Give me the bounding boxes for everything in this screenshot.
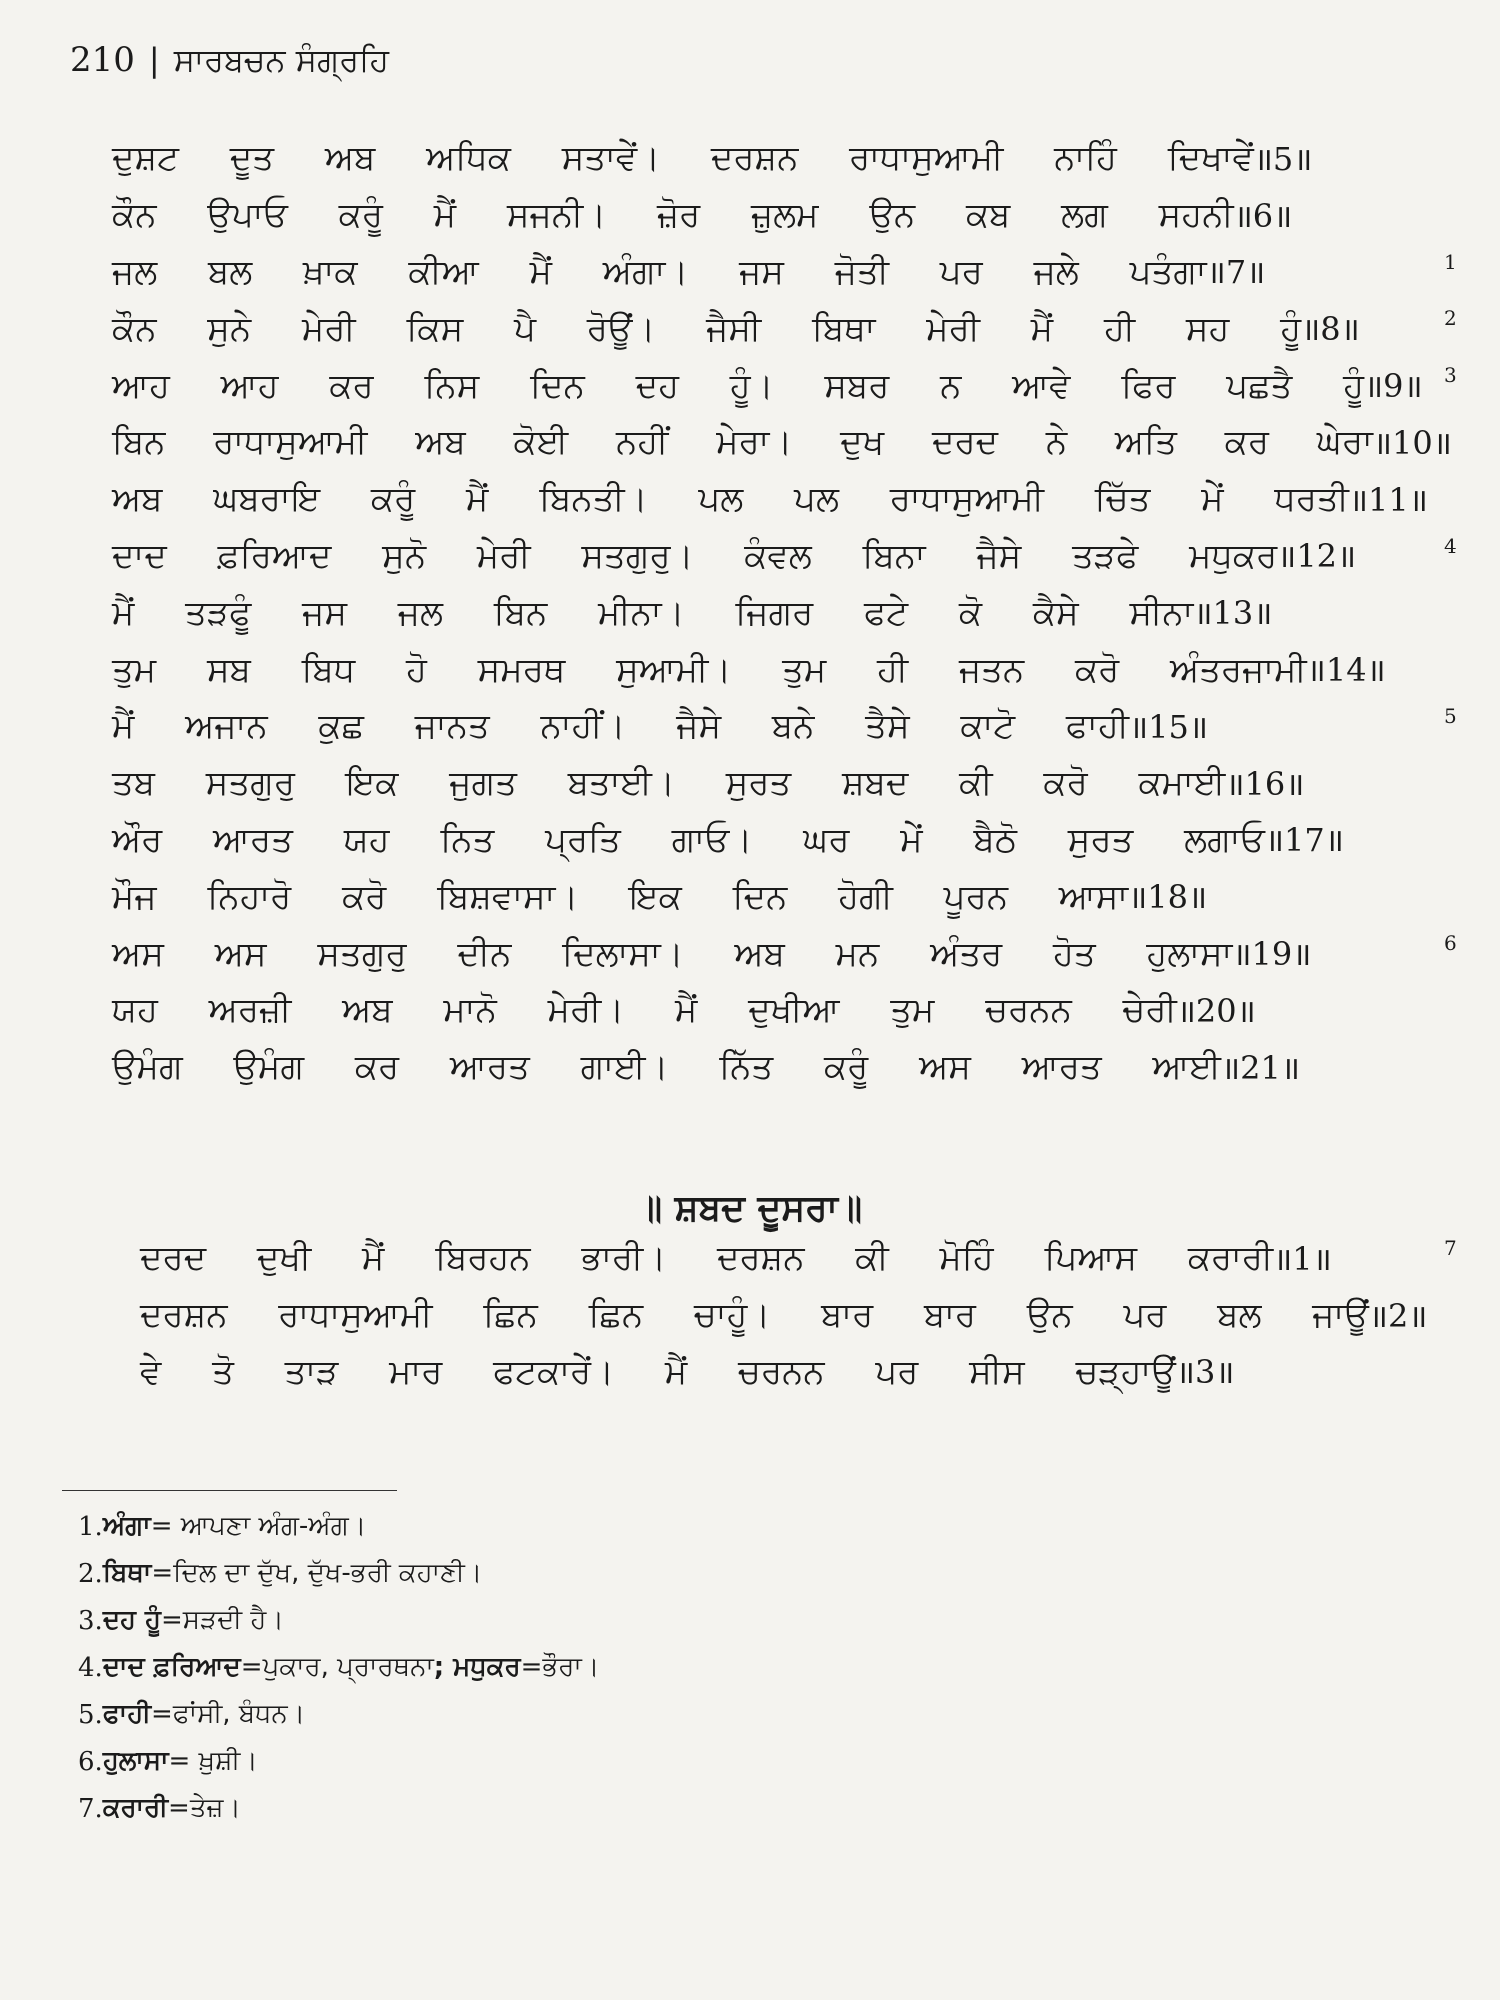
verse-text: ਜਲ ਬਲ ਖ਼ਾਕ ਕੀਆ ਮੈਂ ਅੰਗਾ। ਜਸ ਜੋਤੀ ਪਰ ਜਲੇ ਪਤੰਗਾ (112, 251, 1207, 292)
verse-text: ਅਸ ਅਸ ਸਤਗੁਰੁ ਦੀਨ ਦਿਲਾਸਾ। ਅਬ ਮਨ ਅੰਤਰ ਹੋਤ ਹੁਲਾਸਾ (112, 933, 1233, 974)
footnote (78, 1644, 978, 1691)
verse-text: ਵੇ ਤੋ ਤਾੜ ਮਾਰ ਫਟਕਾਰੇਂ। ਮੈਂ ਚਰਨਨ ਪਰ ਸੀਸ ਚੜ੍ਹਾਊਂ (140, 1351, 1176, 1392)
verse-number: ॥1॥ (1273, 1239, 1332, 1278)
footnote-number: 7. (78, 1793, 103, 1824)
footnote-ref: 1 (1444, 249, 1457, 274)
verse-number: ॥13॥ (1193, 594, 1273, 633)
page-number: 210 (70, 40, 135, 80)
verse-text: ਤਬ ਸਤਗੁਰੁ ਇਕ ਜੁਗਤ ਬਤਾਈ। ਸੁਰਤ ਸ਼ਬਦ ਕੀ ਕਰੋ ਕਮਾਈ (112, 763, 1226, 804)
verse-line (112, 1039, 1452, 1096)
verse-number: ॥5॥ (1253, 139, 1313, 178)
verse-text: ਮੌਜ ਨਿਹਾਰੋ ਕਰੋ ਬਿਸ਼ਵਾਸਾ। ਇਕ ਦਿਨ ਹੋਗੀ ਪੂਰਨ ਆਸਾ (112, 876, 1129, 917)
verse-block-1 (112, 130, 1457, 1096)
verse-number: ॥9॥ (1363, 367, 1423, 406)
footnote-term: ; ਮਧੁਕਰ (433, 1652, 521, 1682)
footnote-term: ਹੁਲਾਸਾ (102, 1746, 169, 1776)
verse-text: ਉਮੰਗ ਉਮੰਗ ਕਰ ਆਰਤ ਗਾਈ। ਨਿੱਤ ਕਰੂੰ ਅਸ ਆਰਤ ਆਈ (112, 1047, 1221, 1088)
footnote-term: ਦਾਦ ਫ਼ਰਿਆਦ (102, 1652, 241, 1682)
footnote-definition: =ਸੜਦੀ ਹੈ। (161, 1605, 284, 1635)
verse-line (112, 982, 1452, 1039)
verse-text: ਦੁਸ਼ਟ ਦੂਤ ਅਬ ਅਧਿਕ ਸਤਾਵੇਂ। ਦਰਸ਼ਨ ਰਾਧਾਸੁਆਮੀ ਨਾਹਿੰ ਦਿਖਾਵੇਂ (112, 138, 1254, 179)
verse-number: ॥18॥ (1128, 878, 1208, 917)
verse-line (112, 414, 1452, 471)
verse-number: ॥8॥ (1301, 310, 1360, 349)
footnote-divider (62, 1490, 397, 1491)
verse-number: ॥11॥ (1348, 480, 1428, 519)
header-separator: | (148, 41, 160, 79)
verse-number: ॥6॥ (1233, 196, 1293, 235)
verse-text: ਯਹ ਅਰਜ਼ੀ ਅਬ ਮਾਨੋ ਮੇਰੀ। ਮੈਂ ਦੁਖੀਆ ਤੁਮ ਚਰਨਨ ਚੇਰੀ (112, 990, 1177, 1031)
verse-line (112, 584, 1452, 641)
verse-text: ਆਹ ਆਹ ਕਰ ਨਿਸ ਦਿਨ ਦਹ ਹੂੰ। ਸਬਰ ਨ ਆਵੇ ਫਿਰ ਪਛਤੈ ਹੂੰ (112, 365, 1364, 406)
verse-line (112, 641, 1452, 698)
footnote-definition: =ਫਾਂਸੀ, ਬੰਧਨ। (151, 1699, 306, 1729)
footnote-ref: 4 (1444, 533, 1457, 558)
footnote-ref: 5 (1444, 703, 1457, 728)
verse-number: ॥2॥ (1368, 1296, 1428, 1335)
verse-line (112, 130, 1452, 187)
verse-text: ਦਰਦ ਦੁਖੀ ਮੈਂ ਬਿਰਹਨ ਭਾਰੀ। ਦਰਸ਼ਨ ਕੀ ਮੋਹਿੰ ਪਿਆਸ ਕਰਾਰੀ (140, 1238, 1274, 1279)
verse-text: ਅਬ ਘਬਰਾਇ ਕਰੂੰ ਮੈਂ ਬਿਨਤੀ। ਪਲ ਪਲ ਰਾਧਾਸੁਆਮੀ ਚਿੱਤ ਮੇਂ ਧਰਤੀ (112, 479, 1349, 520)
section-heading: ॥ ਸ਼ਬਦ ਦੂਸਰਾ॥ (637, 1188, 863, 1229)
page-header (70, 40, 389, 80)
verse-line (112, 812, 1452, 869)
footnote (78, 1550, 978, 1597)
verse-line (112, 187, 1452, 244)
verse-text: ਔਰ ਆਰਤ ਯਹ ਨਿਤ ਪ੍ਰਤਿ ਗਾਓ। ਘਰ ਮੇਂ ਬੈਠੋ ਸੁਰਤ ਲਗਾਓ (112, 819, 1265, 860)
verse-line (112, 755, 1452, 812)
verse-text: ਕੌਨ ਸੁਨੇ ਮੇਰੀ ਕਿਸ ਪੈ ਰੋਊਂ। ਜੈਸੀ ਬਿਥਾ ਮੇਰੀ ਮੈਂ ਹੀ ਸਹ ਹੂੰ (112, 308, 1302, 349)
verse-line (112, 868, 1452, 925)
verse-text: ਬਿਨ ਰਾਧਾਸੁਆਮੀ ਅਬ ਕੋਈ ਨਹੀਂ ਮੇਰਾ। ਦੁਖ ਦਰਦ ਨੇ ਅਤਿ ਕਰ ਘੇਰਾ (112, 422, 1373, 463)
footnote-definition: = ਖ਼ੁਸ਼ੀ। (168, 1746, 258, 1776)
verse-line (112, 471, 1452, 528)
book-title: ਸਾਰਬਚਨ ਸੰਗ੍ਰਹਿ (173, 41, 390, 79)
footnote-definition: =ਤੇਜ਼। (168, 1793, 241, 1823)
footnote-ref: 7 (1444, 1236, 1457, 1260)
verse-number: ॥16॥ (1225, 764, 1305, 803)
footnote (78, 1691, 978, 1738)
verse-number: ॥21॥ (1220, 1048, 1301, 1087)
verse-line (112, 357, 1457, 414)
verse-block-2 (140, 1230, 1457, 1400)
verse-number: ॥20॥ (1176, 991, 1256, 1030)
footnote-number: 4. (78, 1652, 103, 1683)
footnote-term: ਬਿਥਾ (102, 1558, 152, 1588)
footnote-definition: =ਦਿਲ ਦਾ ਦੁੱਖ, ਦੁੱਖ-ਭਰੀ ਕਹਾਣੀ। (151, 1558, 483, 1588)
footnote-term: ਅੰਗਾ (102, 1511, 151, 1541)
verse-number: ॥7॥ (1206, 253, 1266, 292)
verse-line (140, 1344, 1450, 1401)
verse-number: ॥3॥ (1175, 1353, 1235, 1392)
footnote-term: ਦਹ ਹੂੰ (102, 1605, 162, 1635)
footnote-definition: =ਪੁਕਾਰ, ਪ੍ਰਾਰਥਨਾ (240, 1652, 434, 1682)
footnote-number: 2. (78, 1558, 103, 1589)
footnote (78, 1738, 978, 1785)
footnote-number: 3. (78, 1605, 103, 1636)
verse-line (140, 1230, 1457, 1287)
footnote-ref: 3 (1444, 363, 1457, 388)
footnotes (78, 1503, 978, 1832)
verse-line (112, 300, 1457, 357)
verse-line (112, 925, 1457, 982)
verse-text: ਮੈਂ ਤੜਫੂੰ ਜਸ ਜਲ ਬਿਨ ਮੀਨਾ। ਜਿਗਰ ਫਟੇ ਕੋ ਕੈਸੇ ਸੀਨਾ (112, 592, 1194, 633)
verse-text: ਦਰਸ਼ਨ ਰਾਧਾਸੁਆਮੀ ਛਿਨ ਛਿਨ ਚਾਹੂੰ। ਬਾਰ ਬਾਰ ਉਨ ਪਰ ਬਲ ਜਾਊਂ (140, 1295, 1369, 1336)
verse-text: ਕੌਨ ਉਪਾਓ ਕਰੂੰ ਮੈਂ ਸਜਨੀ। ਜ਼ੋਰ ਜ਼ੁਲਮ ਉਨ ਕਬ ਲਗ ਸਹਨੀ (112, 195, 1234, 236)
footnote-term: ਕਰਾਰੀ (102, 1793, 169, 1823)
footnote-term: ਫਾਹੀ (102, 1699, 152, 1729)
verse-number: ॥19॥ (1232, 935, 1312, 974)
verse-number: ॥14॥ (1306, 651, 1386, 690)
verse-line (112, 528, 1457, 585)
verse-number: ॥12॥ (1277, 537, 1357, 576)
footnote-number: 5. (78, 1699, 103, 1730)
verse-number: ॥10॥ (1372, 423, 1452, 462)
footnote-ref: 6 (1444, 931, 1457, 956)
footnote (78, 1503, 978, 1550)
footnote-number: 6. (78, 1746, 103, 1777)
footnote (78, 1785, 978, 1832)
footnote (78, 1597, 978, 1644)
verse-text: ਦਾਦ ਫ਼ਰਿਆਦ ਸੁਨੋ ਮੇਰੀ ਸਤਗੁਰੁ। ਕੰਵਲ ਬਿਨਾ ਜੈਸੇ ਤੜਫੇ ਮਧੁਕਰ (112, 535, 1278, 576)
footnote-number: 1. (78, 1511, 103, 1542)
footnote-ref: 2 (1444, 306, 1457, 331)
verse-number: ॥15॥ (1128, 707, 1209, 746)
verse-number: ॥17॥ (1264, 821, 1344, 860)
verse-text: ਤੁਮ ਸਬ ਬਿਧ ਹੋ ਸਮਰਥ ਸੁਆਮੀ। ਤੁਮ ਹੀ ਜਤਨ ਕਰੋ ਅੰਤਰਜਾਮੀ (112, 649, 1307, 690)
footnote-definition: = ਆਪਣਾ ਅੰਗ-ਅੰਗ। (150, 1511, 367, 1541)
verse-text: ਮੈਂ ਅਜਾਨ ਕੁਛ ਜਾਨਤ ਨਾਹੀਂ। ਜੈਸੇ ਬਨੇ ਤੈਸੇ ਕਾਟੋ ਫਾਹੀ (112, 706, 1129, 747)
verse-line (112, 244, 1457, 301)
verse-line (140, 1287, 1450, 1344)
verse-line (112, 698, 1457, 755)
footnote-definition: =ਭੌਰਾ। (520, 1652, 600, 1682)
